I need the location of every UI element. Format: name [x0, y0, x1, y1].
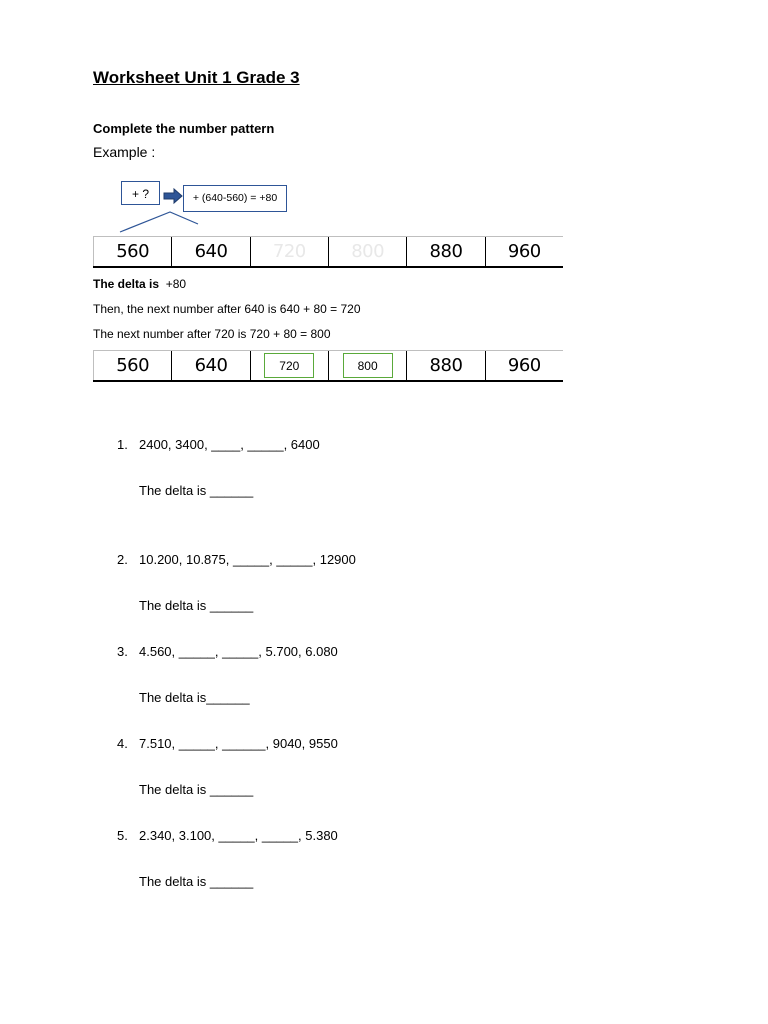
- delta-blank: The delta is______: [139, 690, 250, 705]
- strip-cell-answer: [250, 351, 328, 380]
- explanation-line: The next number after 720 is 720 + 80 = 800: [93, 327, 331, 341]
- right-arrow-icon: [163, 187, 183, 205]
- question-text: 4.560, _____, _____, 5.700, 6.080: [139, 644, 338, 659]
- strip-cell-answer: [328, 351, 406, 380]
- strip-cell: 960: [485, 351, 563, 380]
- strip-cell-faded: 720: [250, 237, 328, 266]
- strip-cell-faded: 800: [328, 237, 406, 266]
- question-text: 10.200, 10.875, _____, _____, 12900: [139, 552, 356, 567]
- delta-line: [93, 277, 186, 291]
- strip-cell: 560: [93, 351, 171, 380]
- answer-box: 720: [264, 353, 314, 378]
- delta-blank: The delta is ______: [139, 782, 254, 797]
- number-strip-example: [93, 236, 563, 268]
- question-text: 2.340, 3.100, _____, _____, 5.380: [139, 828, 338, 843]
- question-box: + ?: [121, 181, 160, 205]
- strip-cell: 960: [485, 237, 563, 266]
- strip-cell: 640: [171, 237, 249, 266]
- question-number: 3.: [117, 644, 128, 659]
- answer-box: 800: [343, 353, 393, 378]
- formula-box: + (640-560) = +80: [183, 185, 287, 212]
- question-text: 7.510, _____, ______, 9040, 9550: [139, 736, 338, 751]
- question-number: 2.: [117, 552, 128, 567]
- section-heading: Complete the number pattern: [93, 121, 275, 136]
- example-label: Example :: [93, 144, 156, 160]
- question-number: 1.: [117, 437, 128, 452]
- delta-blank: The delta is ______: [139, 598, 254, 613]
- question-text: 2400, 3400, ____, _____, 6400: [139, 437, 320, 452]
- bracket-lines: [118, 210, 200, 234]
- question-number: 4.: [117, 736, 128, 751]
- number-strip-solved: [93, 350, 563, 382]
- worksheet-title: Worksheet Unit 1 Grade 3: [93, 68, 300, 87]
- strip-cell: 640: [171, 351, 249, 380]
- question-number: 5.: [117, 828, 128, 843]
- delta-blank: The delta is ______: [139, 483, 254, 498]
- delta-value: +80: [165, 277, 187, 291]
- delta-label: The delta is: [93, 277, 160, 291]
- strip-cell: 880: [406, 351, 484, 380]
- delta-blank: The delta is ______: [139, 874, 254, 889]
- strip-cell: 560: [93, 237, 171, 266]
- explanation-line: Then, the next number after 640 is 640 + 80 = 720: [93, 302, 361, 316]
- strip-cell: 880: [406, 237, 484, 266]
